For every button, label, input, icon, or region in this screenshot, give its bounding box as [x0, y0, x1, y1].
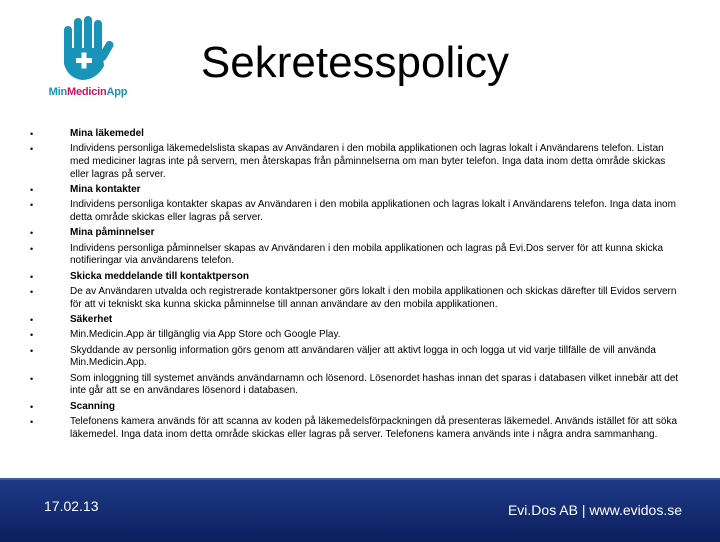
bullet-icon: • [30, 228, 34, 239]
footer-date: 17.02.13 [44, 498, 99, 514]
item-text: Individens personliga läkemedelslista skapas av Användaren i den mobila applikationen och lagras lokalt i Användarens telefon. Listan med mediciner lagras inte på servern, men återskapas från påminnelserna om man byter telefon. Inga data inom detta område skickas eller lagras på server. [70, 143, 666, 180]
list-item [30, 401, 680, 414]
bullet-icon: • [30, 287, 34, 298]
item-text: Skicka meddelande till kontaktperson [70, 270, 249, 282]
item-text: De av Användaren utvalda och registrerade kontaktpersoner görs lokalt i den mobila applikationen och skickas därefter till Evidos servern för att vi tekniskt ska kunna skicka påminnelse till annan användare av den mobila applikationen. [70, 286, 677, 310]
bullet-icon: • [30, 184, 34, 195]
item-text: Individens personliga kontakter skapas av Användaren i den mobila applikationen och lagras lokalt i Användarens telefon. Inga data inom detta område skickas eller lagras på server. [70, 199, 676, 223]
list-item [30, 128, 680, 141]
list-item [30, 373, 680, 398]
bullet-icon: • [30, 144, 34, 155]
list-item [30, 227, 680, 240]
item-text: Mina påminnelser [70, 227, 155, 239]
bullet-icon: • [30, 417, 34, 428]
policy-list [30, 128, 680, 444]
app-logo [40, 14, 136, 106]
item-text: Telefonens kamera används för att scanna av koden på läkemedelsförpackningen då presenteras läkemedel. Används istället för att söka läkemedel. Inga data inom detta område skickas eller lagras på server. Telefonens kamera används inte i några andra sammanhang. [70, 416, 678, 440]
list-item [30, 143, 680, 181]
list-item [30, 184, 680, 197]
hand-cross-logo-icon [58, 14, 118, 84]
logo-text-medicin: Medicin [66, 86, 107, 98]
item-text: Scanning [70, 400, 116, 412]
list-item [30, 314, 680, 327]
item-text: Min.Medicin.App är tillgänglig via App Store och Google Play. [70, 329, 341, 341]
list-item [30, 345, 680, 370]
bullet-icon: • [30, 345, 34, 356]
item-text: Mina kontakter [70, 183, 141, 195]
bullet-icon: • [30, 271, 34, 282]
logo-wordmark [40, 86, 136, 98]
item-text: Mina läkemedel [70, 128, 144, 139]
footer-company: Evi.Dos AB | www.evidos.se [507, 502, 682, 518]
bullet-icon: • [30, 315, 34, 326]
list-item [30, 243, 680, 268]
bullet-icon: • [30, 129, 34, 139]
bullet-icon: • [30, 373, 34, 384]
list-item [30, 199, 680, 224]
bullet-icon: • [30, 243, 34, 254]
item-text: Som inloggning till systemet används användarnamn och lösenord. Lösenordet hashas innan det sparas i databasen vilket innebär att det inte går att se en användares lösenord i databasen. [70, 372, 679, 397]
slide-footer [0, 478, 720, 542]
item-text: Individens personliga påminnelser skapas av Användaren i den mobila applikationen och lagras på Evi.Dos server för att kunna skicka notifieringar via användarens telefon. [70, 242, 664, 267]
logo-text-min: Min [48, 86, 67, 98]
list-item [30, 271, 680, 284]
item-text: Säkerhet [70, 314, 113, 326]
bullet-icon: • [30, 401, 34, 412]
bullet-icon: • [30, 200, 34, 211]
bullet-icon: • [30, 330, 34, 341]
list-item [30, 416, 680, 441]
slide-title: Sekretesspolicy [200, 38, 510, 87]
list-item [30, 329, 680, 342]
list-item [30, 286, 680, 311]
logo-text-app: App [106, 86, 128, 98]
item-text: Skyddande av personlig information görs genom att användaren väljer att aktivt logga in och logga ut vid varje tillfälle de vill använda Min.Medicin.App. [70, 344, 656, 369]
